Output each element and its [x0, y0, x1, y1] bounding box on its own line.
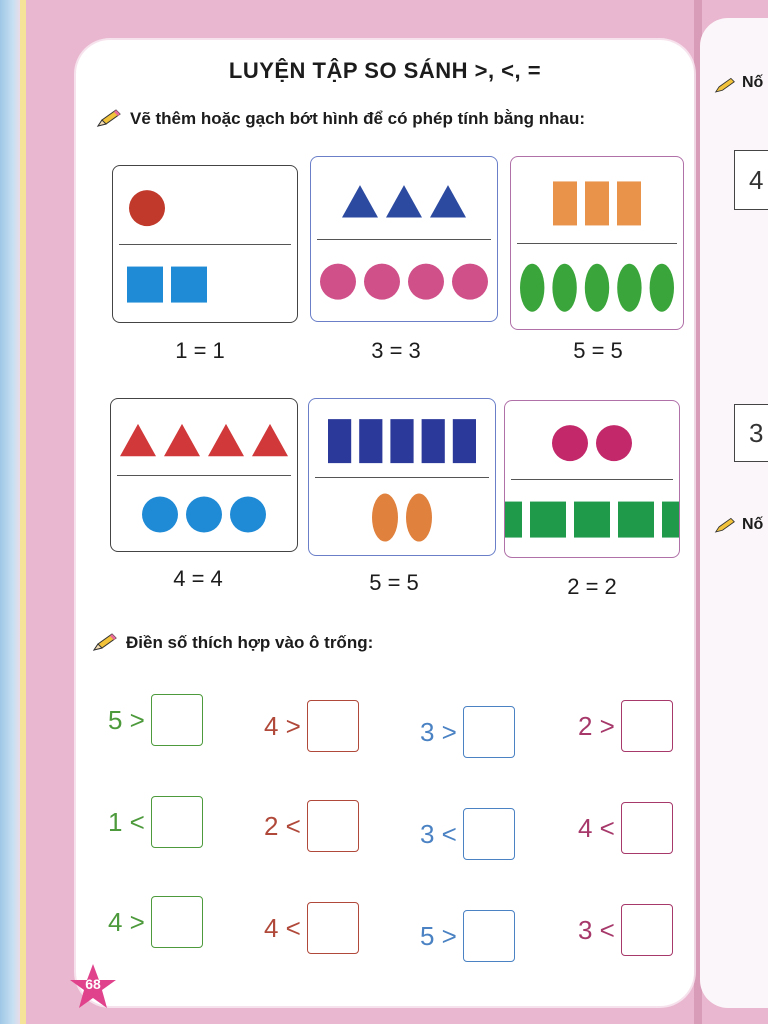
square-shape	[662, 502, 679, 538]
picture-box[interactable]	[504, 400, 680, 558]
comparison-expression: 2 <	[264, 810, 301, 841]
comparison-item	[264, 800, 359, 852]
equation-label: 5 = 5	[573, 338, 623, 363]
square-shape	[574, 502, 610, 538]
comparison-expression: 3 <	[578, 914, 615, 945]
answer-box[interactable]	[463, 706, 515, 758]
circle-shape	[186, 497, 222, 533]
comparison-item	[108, 896, 203, 948]
picture-box[interactable]	[112, 165, 298, 323]
comparison-item	[264, 902, 359, 954]
picture-box[interactable]	[510, 156, 684, 330]
ellipse-shape	[552, 264, 576, 312]
equation-label: 5 = 5	[369, 570, 419, 595]
rect-shape	[553, 181, 577, 225]
book-spine-edge	[20, 0, 26, 1024]
answer-box[interactable]	[621, 700, 673, 752]
shapes-canvas	[111, 399, 297, 551]
shapes-canvas	[311, 157, 497, 321]
right-page-box-2: 3	[734, 404, 768, 462]
equation-label: 1 = 1	[175, 338, 225, 363]
ellipse-shape	[406, 494, 432, 542]
answer-box[interactable]	[151, 896, 203, 948]
triangle-shape	[386, 185, 422, 217]
equation-label: 4 = 4	[173, 566, 223, 591]
answer-box[interactable]	[463, 808, 515, 860]
shapes-canvas	[113, 166, 297, 322]
comparison-item	[264, 700, 359, 752]
pencil-icon	[714, 516, 736, 536]
rect-shape	[422, 419, 445, 463]
right-page-box-1: 4	[734, 150, 768, 210]
book-spine	[0, 0, 22, 1024]
triangle-shape	[252, 424, 288, 456]
picture-box[interactable]	[110, 398, 298, 552]
page-number: 68	[85, 976, 101, 992]
ellipse-shape	[585, 264, 609, 312]
triangle-shape	[342, 185, 378, 217]
exercise2-instruction-text: Điền số thích hợp vào ô trống:	[126, 633, 374, 652]
square-shape	[505, 502, 522, 538]
rect-shape	[359, 419, 382, 463]
triangle-shape	[164, 424, 200, 456]
page-number-badge	[68, 962, 118, 1012]
ellipse-shape	[520, 264, 544, 312]
comparison-item	[578, 904, 673, 956]
circle-shape	[452, 264, 488, 300]
circle-shape	[552, 425, 588, 461]
ellipse-shape	[617, 264, 641, 312]
answer-box[interactable]	[621, 802, 673, 854]
rect-shape	[585, 181, 609, 225]
comparison-expression: 4 >	[264, 710, 301, 741]
right-page-instruction-2: Nố	[742, 516, 764, 533]
comparison-expression: 4 <	[578, 812, 615, 843]
square-shape	[618, 502, 654, 538]
picture-box[interactable]	[308, 398, 496, 556]
pencil-icon	[96, 108, 122, 130]
comparison-item	[578, 700, 673, 752]
ellipse-shape	[650, 264, 674, 312]
comparison-item	[578, 802, 673, 854]
answer-box[interactable]	[307, 800, 359, 852]
exercise1-instruction	[96, 108, 585, 130]
circle-shape	[129, 190, 165, 226]
page-title: LUYỆN TẬP SO SÁNH >, <, =	[228, 58, 542, 83]
exercise2-instruction	[92, 632, 373, 654]
circle-shape	[408, 264, 444, 300]
circle-shape	[596, 425, 632, 461]
comparison-expression: 3 >	[420, 716, 457, 747]
comparison-item	[420, 910, 515, 962]
shapes-canvas	[511, 157, 683, 329]
rect-shape	[617, 181, 641, 225]
answer-box[interactable]	[151, 796, 203, 848]
equation-label: 2 = 2	[567, 574, 617, 599]
shapes-canvas	[505, 401, 679, 557]
rect-shape	[453, 419, 476, 463]
answer-box[interactable]	[463, 910, 515, 962]
comparison-expression: 1 <	[108, 806, 145, 837]
comparison-item	[108, 694, 203, 746]
circle-shape	[142, 497, 178, 533]
circle-shape	[230, 497, 266, 533]
rect-shape	[328, 419, 351, 463]
square-shape	[127, 267, 163, 303]
comparison-expression: 3 <	[420, 818, 457, 849]
triangle-shape	[208, 424, 244, 456]
comparison-expression: 4 <	[264, 912, 301, 943]
circle-shape	[320, 264, 356, 300]
comparison-expression: 2 >	[578, 710, 615, 741]
comparison-item	[108, 796, 203, 848]
square-shape	[171, 267, 207, 303]
comparison-item	[420, 808, 515, 860]
triangle-shape	[120, 424, 156, 456]
comparison-expression: 4 >	[108, 906, 145, 937]
comparison-expression: 5 >	[420, 920, 457, 951]
right-page-instruction-1: Nố	[742, 74, 764, 91]
circle-shape	[364, 264, 400, 300]
ellipse-shape	[372, 494, 398, 542]
square-shape	[530, 502, 566, 538]
equation-label: 3 = 3	[371, 338, 421, 363]
answer-box[interactable]	[307, 902, 359, 954]
answer-box[interactable]	[307, 700, 359, 752]
triangle-shape	[430, 185, 466, 217]
shapes-canvas	[309, 399, 495, 555]
comparison-item	[420, 706, 515, 758]
answer-box[interactable]	[621, 904, 673, 956]
pencil-icon	[714, 76, 736, 96]
picture-box[interactable]	[310, 156, 498, 322]
comparison-expression: 5 >	[108, 704, 145, 735]
rect-shape	[390, 419, 413, 463]
answer-box[interactable]	[151, 694, 203, 746]
pencil-icon	[92, 632, 118, 654]
exercise1-instruction-text: Vẽ thêm hoặc gạch bớt hình để có phép tính bằng nhau:	[130, 109, 586, 128]
